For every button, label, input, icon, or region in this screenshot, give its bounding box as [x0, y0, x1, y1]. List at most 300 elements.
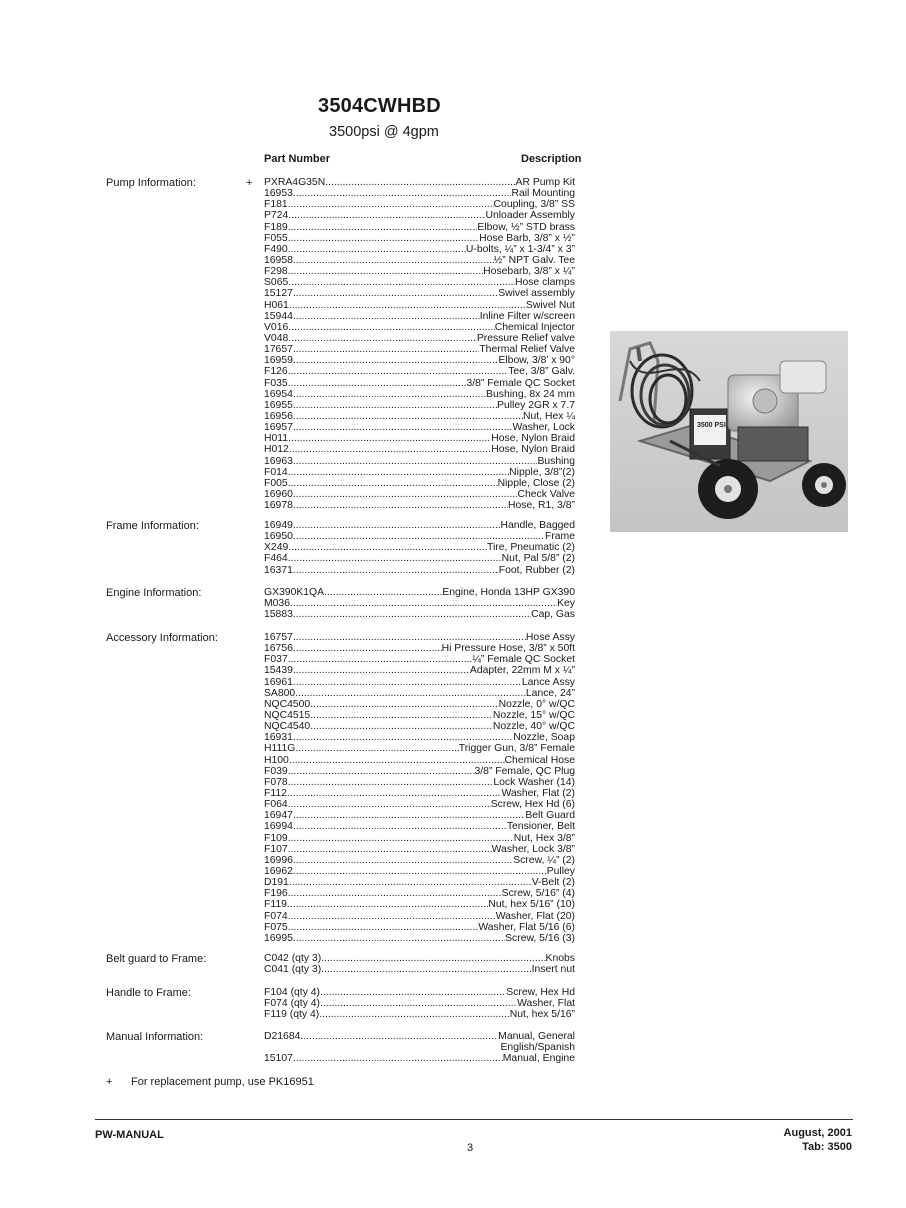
dot-leader	[293, 311, 480, 322]
dot-leader	[290, 598, 557, 609]
part-row	[264, 255, 575, 266]
dot-leader	[287, 899, 488, 910]
dot-leader	[293, 810, 525, 821]
part-description: Nut, hex 5/16” (10)	[488, 899, 575, 911]
part-description: AR Pump Kit	[515, 177, 575, 188]
part-description: Pulley 2GR x 7.7	[497, 399, 575, 411]
part-row	[264, 665, 575, 676]
dot-leader	[288, 266, 483, 277]
part-row	[264, 188, 575, 199]
part-number: F126	[264, 366, 288, 378]
part-row	[264, 1053, 575, 1064]
part-description: V-Belt (2)	[531, 877, 575, 889]
part-row	[264, 433, 575, 444]
dot-leader	[293, 665, 470, 676]
part-number: 16978	[264, 500, 293, 512]
footer-divider	[95, 1119, 853, 1120]
part-number: 16953	[264, 188, 293, 200]
part-description: Rail Mounting	[511, 188, 575, 200]
part-number: F196	[264, 888, 288, 900]
part-number: F035	[264, 377, 288, 389]
dot-leader	[288, 366, 509, 377]
dot-leader	[288, 844, 492, 855]
part-number: P724	[264, 210, 289, 222]
footer-date-tab	[784, 1126, 852, 1154]
dot-leader	[293, 400, 497, 411]
part-number: 16955	[264, 399, 293, 411]
part-number: 16954	[264, 388, 293, 400]
dot-leader	[288, 833, 514, 844]
part-description: Adapter, 22mm M x ¼”	[469, 665, 575, 677]
section-label-beltguard: Belt guard to Frame:	[106, 953, 207, 965]
part-description: 3/8” Female QC Socket	[466, 377, 575, 389]
part-description: Belt Guard	[525, 810, 575, 822]
pressure-washer-photo	[610, 331, 848, 532]
dot-leader	[320, 987, 506, 998]
parts-list-accessory	[264, 632, 575, 944]
replacement-marker: +	[246, 177, 253, 189]
part-row	[264, 964, 575, 975]
part-number: 16963	[264, 455, 293, 467]
part-number: V048	[264, 332, 289, 344]
dot-leader	[293, 821, 507, 832]
part-row	[264, 810, 575, 821]
dot-leader	[300, 1031, 498, 1042]
part-row	[264, 311, 575, 322]
part-row	[264, 411, 575, 422]
dot-leader	[293, 732, 513, 743]
part-description: Screw, 5/16 (3)	[505, 932, 575, 944]
dot-leader	[289, 300, 526, 311]
dot-leader	[293, 422, 513, 433]
part-row	[264, 531, 575, 542]
part-description: Hosebarb, 3/8” x ¼”	[483, 266, 575, 278]
part-number: F075	[264, 921, 288, 933]
part-number: 16960	[264, 488, 293, 500]
part-description: Nipple, 3/8”(2)	[509, 466, 575, 478]
part-number: 15439	[264, 665, 293, 677]
part-number: F104 (qty 4)	[264, 987, 321, 998]
part-number: F074	[264, 910, 288, 922]
part-number: 16950	[264, 531, 293, 543]
dot-leader	[288, 199, 494, 210]
parts-list-beltguard	[264, 953, 575, 975]
part-row	[264, 300, 575, 311]
section-label-engine: Engine Information:	[106, 587, 202, 599]
part-number: F298	[264, 266, 288, 278]
dot-leader	[295, 688, 526, 699]
dot-leader	[289, 877, 532, 888]
dot-leader	[325, 177, 515, 188]
part-description: Cap, Gas	[531, 609, 575, 621]
part-number: 16756	[264, 643, 293, 655]
dot-leader	[288, 222, 478, 233]
part-number: PXRA4G35N	[264, 177, 326, 188]
part-description: Screw, Hex Hd	[506, 987, 575, 998]
part-description: Chemical Hose	[504, 754, 575, 766]
part-description: Nozzle, Soap	[513, 732, 575, 744]
dot-leader	[293, 632, 526, 643]
part-number: H061	[264, 299, 289, 311]
part-row	[264, 422, 575, 433]
parts-list-handle	[264, 987, 575, 1020]
part-number: F005	[264, 477, 288, 489]
part-number: F109	[264, 832, 288, 844]
dot-leader	[293, 411, 523, 422]
dot-leader	[289, 755, 505, 766]
part-number: 16757	[264, 632, 293, 643]
part-row	[264, 953, 575, 964]
dot-leader	[288, 553, 502, 564]
part-description: Engine, Honda 13HP GX390	[442, 587, 575, 598]
dot-leader	[288, 378, 467, 389]
dot-leader	[293, 489, 518, 500]
section-label-pump: Pump Information:	[106, 177, 196, 189]
part-number: V016	[264, 321, 289, 333]
part-description: Swivel Nut	[525, 299, 575, 311]
part-number: F039	[264, 765, 288, 777]
part-number: 16959	[264, 355, 293, 367]
part-description: Handle, Bagged	[500, 520, 575, 531]
footnote-text: For replacement pump, use PK16951	[131, 1076, 314, 1088]
part-row	[264, 699, 575, 710]
part-description: Nut, Hex ¼	[523, 410, 575, 422]
dot-leader	[293, 866, 547, 877]
part-number: H011	[264, 433, 289, 445]
dot-leader	[293, 255, 494, 266]
section-label-frame: Frame Information:	[106, 520, 199, 532]
part-description: Inline Filter w/screen	[479, 310, 575, 322]
part-number: D21684	[264, 1031, 301, 1042]
part-row	[264, 266, 575, 277]
part-row	[264, 233, 575, 244]
part-number: 16961	[264, 676, 293, 688]
footnote-marker: +	[106, 1076, 113, 1088]
part-description: Screw, ¼” (2)	[513, 854, 575, 866]
dot-leader	[288, 467, 509, 478]
part-description: Pressure Relief valve	[476, 332, 575, 344]
part-row	[264, 210, 575, 221]
part-number: 16956	[264, 410, 293, 422]
part-number: H111G	[264, 743, 296, 755]
part-number: M036	[264, 598, 290, 610]
part-row	[264, 199, 575, 210]
part-description: Thermal Relief Valve	[479, 344, 575, 356]
dot-leader	[321, 953, 545, 964]
photo-label: 3500 PSI	[697, 422, 726, 429]
part-number: SA800	[264, 687, 296, 699]
part-number: H012	[264, 444, 289, 456]
part-row	[264, 478, 575, 489]
dot-leader	[293, 456, 538, 467]
part-number: F112	[264, 787, 287, 799]
part-row	[264, 177, 575, 188]
part-description: Manual, Engine	[502, 1053, 575, 1065]
dot-leader	[321, 964, 531, 975]
dot-leader	[288, 922, 479, 933]
part-description: Insert nut	[531, 964, 575, 976]
part-row	[264, 987, 575, 998]
part-number: C041 (qty 3)	[264, 964, 322, 976]
part-description: Frame	[544, 531, 575, 543]
part-row	[264, 288, 575, 299]
dot-leader	[288, 777, 494, 788]
section-label-manual: Manual Information:	[106, 1031, 204, 1043]
part-number: X249	[264, 542, 289, 554]
part-description: Tire, Pneumatic (2)	[487, 542, 575, 554]
part-row	[264, 766, 575, 777]
section-label-accessory: Accessory Information:	[106, 632, 218, 644]
part-row	[264, 632, 575, 643]
column-header-description: Description	[521, 153, 582, 165]
dot-leader	[288, 654, 473, 665]
part-description: Coupling, 3/8” SS	[493, 199, 575, 211]
part-row	[264, 378, 575, 389]
part-description: Trigger Gun, 3/8” Female	[458, 743, 575, 755]
part-row	[264, 553, 575, 564]
part-description: Swivel assembly	[498, 288, 575, 300]
dot-leader	[293, 933, 505, 944]
part-row	[264, 344, 575, 355]
part-row	[264, 732, 575, 743]
part-description: Elbow, 3/8’ x 90°	[498, 355, 575, 367]
part-number: NQC4515	[264, 709, 311, 721]
dot-leader	[287, 788, 502, 799]
part-description: Washer, Flat	[517, 998, 575, 1010]
dot-leader	[288, 333, 477, 344]
part-row	[264, 654, 575, 665]
dot-leader	[310, 710, 493, 721]
part-number: 16957	[264, 422, 293, 434]
part-row	[264, 833, 575, 844]
part-description: Lance, 24”	[525, 687, 575, 699]
part-row	[264, 1009, 575, 1020]
part-row	[264, 598, 575, 609]
part-description: English/Spanish	[500, 1042, 575, 1054]
part-number: GX390K1QA	[264, 587, 325, 598]
dot-leader	[288, 542, 487, 553]
part-row	[264, 799, 575, 810]
footer-date: August, 2001	[783, 1127, 852, 1139]
part-description: Screw, Hex Hd (6)	[490, 799, 575, 811]
dot-leader	[293, 389, 486, 400]
part-row	[264, 899, 575, 910]
part-description: Tee, 3/8” Galv.	[508, 366, 575, 378]
part-number: 17657	[264, 344, 293, 356]
page-title: 3504CWHBD	[318, 95, 441, 117]
part-number: 16958	[264, 254, 293, 266]
part-row	[264, 520, 575, 531]
part-row	[264, 788, 575, 799]
dot-leader	[310, 699, 498, 710]
part-row	[264, 866, 575, 877]
part-number: 15883	[264, 609, 293, 621]
part-description: Washer, Flat 5/16 (6)	[478, 921, 575, 933]
part-description: Hose, Nylon Braid	[491, 444, 575, 456]
dot-leader	[319, 1009, 509, 1020]
part-row	[264, 933, 575, 944]
part-row	[264, 777, 575, 788]
dot-leader	[293, 565, 499, 576]
part-row	[264, 643, 575, 654]
part-number: F181	[264, 199, 288, 211]
dot-leader	[295, 743, 458, 754]
part-description: Nut, Pal 5/8” (2)	[501, 553, 575, 565]
dot-leader	[293, 288, 498, 299]
part-description: Elbow, ½” STD brass	[477, 221, 575, 233]
dot-leader	[288, 210, 485, 221]
part-number: H100	[264, 754, 289, 766]
part-number: NQC4540	[264, 721, 311, 733]
part-number: F119	[264, 899, 287, 911]
part-description: Nipple, Close (2)	[497, 477, 575, 489]
part-row	[264, 721, 575, 732]
part-row	[264, 710, 575, 721]
page-number: 3	[467, 1142, 474, 1154]
part-description: Bushing, 8x 24 mm	[486, 388, 575, 400]
part-description: ½” NPT Galv. Tee	[493, 254, 575, 266]
part-description: Check Valve	[517, 488, 575, 500]
part-description: Nozzle, 0° w/QC	[498, 698, 575, 710]
part-description: Lance Assy	[521, 676, 575, 688]
part-description: Tensioner, Belt	[506, 821, 575, 833]
dot-leader	[288, 244, 466, 255]
dot-leader	[320, 998, 517, 1009]
part-number: 16947	[264, 810, 293, 822]
part-row	[264, 688, 575, 699]
dot-leader	[288, 233, 479, 244]
dot-leader	[293, 500, 508, 511]
part-description: Nut, Hex 3/8”	[513, 832, 575, 844]
part-row	[264, 888, 575, 899]
part-number: 16996	[264, 854, 293, 866]
dot-leader	[289, 444, 491, 455]
part-number: F064	[264, 799, 288, 811]
dot-leader	[288, 322, 494, 333]
part-description: Chemical Injector	[494, 321, 575, 333]
dot-leader	[293, 531, 545, 542]
part-number: 16995	[264, 932, 293, 944]
part-row	[264, 489, 575, 500]
dot-leader	[293, 355, 499, 366]
parts-list-pump	[264, 177, 575, 511]
dot-leader	[293, 188, 512, 199]
part-row	[264, 911, 575, 922]
part-number: 16371	[264, 564, 293, 576]
part-description: Nozzle, 15° w/QC	[492, 709, 575, 721]
part-row	[264, 821, 575, 832]
part-row	[264, 998, 575, 1009]
part-description: Washer, Lock 3/8”	[491, 843, 575, 855]
part-row	[264, 922, 575, 933]
part-row	[264, 366, 575, 377]
dot-leader	[288, 799, 491, 810]
part-row	[264, 565, 575, 576]
part-row	[264, 277, 575, 288]
part-number: F119 (qty 4)	[264, 1009, 320, 1021]
part-row	[264, 400, 575, 411]
part-description: 3/8” Female, QC Plug	[474, 765, 575, 777]
part-number: 15107	[264, 1053, 293, 1065]
part-number: NQC4500	[264, 698, 311, 710]
part-row	[264, 500, 575, 511]
part-number: F055	[264, 232, 288, 244]
part-description: Hose Barb, 3/8” x ½”	[479, 232, 575, 244]
footer-tab: Tab: 3500	[802, 1141, 852, 1153]
part-description: Nut, hex 5/16”	[509, 1009, 575, 1021]
part-description: Pulley	[546, 865, 575, 877]
part-number: C042 (qty 3)	[264, 953, 322, 964]
section-label-handle: Handle to Frame:	[106, 987, 191, 999]
part-number: F014	[264, 466, 288, 478]
part-description: Foot, Rubber (2)	[498, 564, 575, 576]
part-number: F464	[264, 553, 288, 565]
part-number: 16994	[264, 821, 293, 833]
part-number: S065	[264, 277, 289, 289]
part-row	[264, 467, 575, 478]
part-row	[264, 322, 575, 333]
part-description: Hose, R1, 3/8”	[508, 500, 575, 512]
part-row	[264, 743, 575, 754]
part-row	[264, 389, 575, 400]
part-row	[264, 222, 575, 233]
part-number: F078	[264, 776, 288, 788]
part-number: F074 (qty 4)	[264, 998, 321, 1010]
dot-leader	[293, 677, 522, 688]
part-description: Hose Assy	[525, 632, 575, 643]
part-row	[264, 755, 575, 766]
dot-leader	[293, 344, 479, 355]
part-row	[264, 244, 575, 255]
part-row	[264, 609, 575, 620]
part-description: ¼” Female QC Socket	[472, 654, 575, 666]
dot-leader	[324, 587, 442, 598]
part-row	[264, 444, 575, 455]
part-row	[264, 855, 575, 866]
dot-leader	[293, 609, 531, 620]
part-row	[264, 456, 575, 467]
part-description: Bushing	[537, 455, 575, 467]
part-row	[264, 542, 575, 553]
page-subtitle: 3500psi @ 4gpm	[329, 124, 439, 140]
part-description: Washer, Flat (20)	[495, 910, 575, 922]
part-number: 16931	[264, 732, 293, 744]
part-number: F107	[264, 843, 288, 855]
dot-leader	[293, 1053, 503, 1064]
dot-leader	[310, 721, 493, 732]
dot-leader	[288, 478, 498, 489]
part-description: Hose clamps	[514, 277, 575, 289]
part-row	[264, 677, 575, 688]
part-description: Lock Washer (14)	[493, 776, 575, 788]
part-description: Washer, Lock	[512, 422, 575, 434]
part-row	[264, 1042, 575, 1053]
part-description: Knobs	[545, 953, 575, 964]
part-row	[264, 355, 575, 366]
part-number: 16962	[264, 865, 293, 877]
dot-leader	[288, 888, 502, 899]
part-number: F189	[264, 221, 288, 233]
part-description: Screw, 5/16” (4)	[501, 888, 575, 900]
part-description: Key	[557, 598, 575, 610]
part-description: Manual, General	[498, 1031, 575, 1042]
part-number: F037	[264, 654, 288, 666]
part-number: 15127	[264, 288, 293, 300]
parts-list-engine	[264, 587, 575, 620]
dot-leader	[293, 855, 513, 866]
parts-list-frame	[264, 520, 575, 576]
part-row	[264, 1031, 575, 1042]
